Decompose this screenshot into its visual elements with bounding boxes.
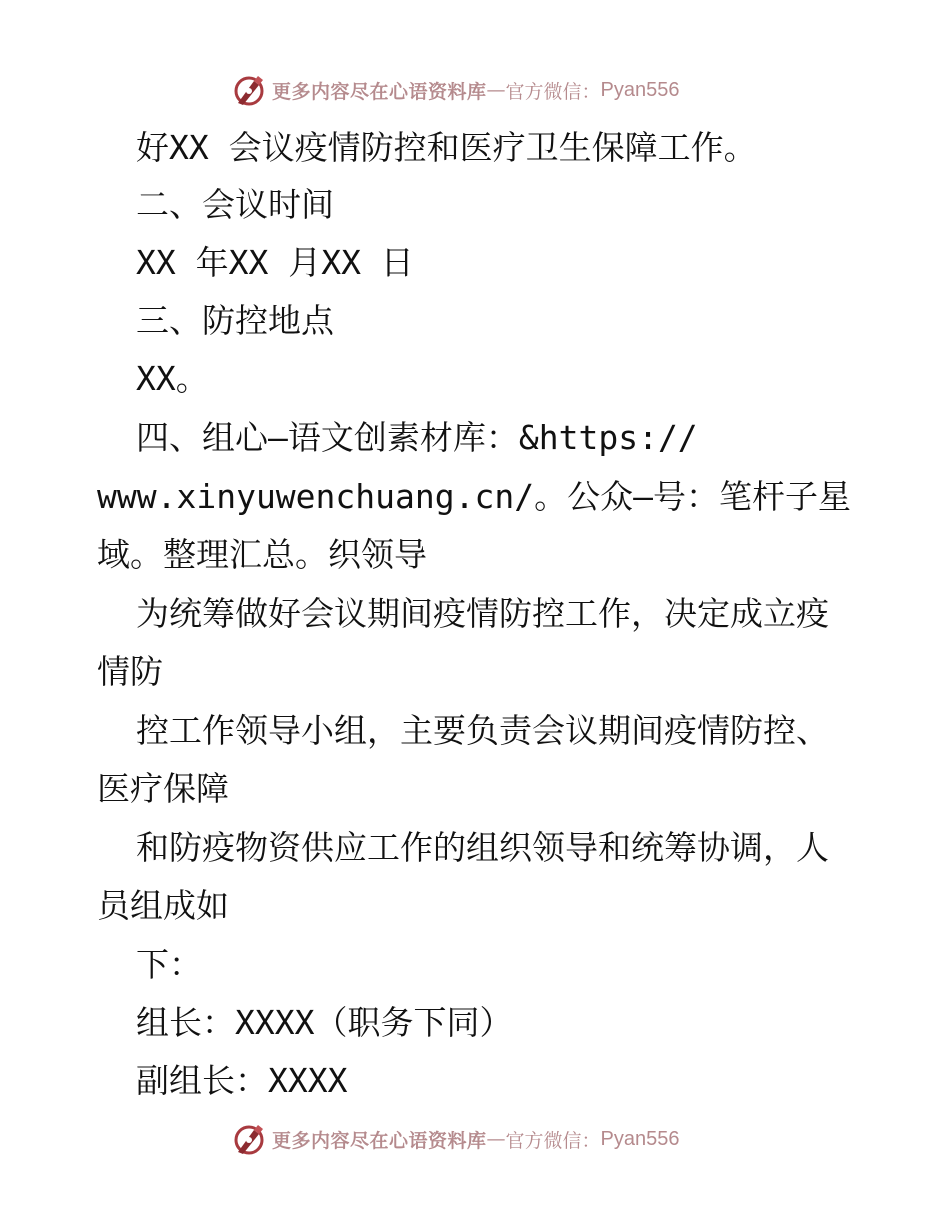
header-watermark — [232, 72, 680, 108]
body-line-date: XX 年XX 月XX 日 — [136, 243, 414, 282]
body-paragraph-line-1: 为统筹做好会议期间疫情防控工作，决定成立疫 — [136, 594, 829, 633]
watermark-contact-label: 官方微信： — [505, 80, 601, 103]
body-paragraph-line-5: 和防疫物资供应工作的组织领导和统筹协调，人 — [136, 828, 829, 867]
body-paragraph-line-7: 下： — [136, 945, 202, 984]
watermark-brand: 更多内容尽在心语资料库 — [272, 80, 487, 103]
section-heading-organization: 四、组心—语文创素材库：&https:// — [136, 418, 698, 457]
body-paragraph-line-4: 医疗保障 — [97, 769, 229, 808]
body-line-1: 好XX 会议疫情防控和医疗卫生保障工作。 — [136, 128, 757, 167]
body-paragraph-line-2: 情防 — [97, 652, 163, 691]
watermark-contact-id: Pyan556 — [600, 78, 680, 101]
body-paragraph-line-6: 员组成如 — [97, 886, 229, 925]
deputy-leader-line: 副组长：XXXX — [136, 1061, 348, 1100]
pen-circle-logo-icon — [232, 73, 266, 107]
leader-line: 组长：XXXX（职务下同） — [136, 1003, 513, 1042]
watermark-contact-label: 官方微信： — [505, 1129, 601, 1152]
watermark-separator: — — [486, 79, 506, 101]
section-heading-location: 三、防控地点 — [136, 301, 334, 340]
watermark-separator: — — [486, 1128, 506, 1150]
body-line-location: XX。 — [136, 359, 209, 398]
section-heading-time: 二、会议时间 — [136, 185, 334, 224]
watermark-brand: 更多内容尽在心语资料库 — [272, 1129, 487, 1152]
body-line-website: www.xinyuwenchuang.cn/。公众—号：笔杆子星 — [97, 477, 851, 516]
body-line-organize: 域。整理汇总。织领导 — [97, 535, 427, 574]
pen-circle-logo-icon — [232, 1122, 266, 1156]
footer-watermark — [232, 1121, 680, 1157]
body-paragraph-line-3: 控工作领导小组，主要负责会议期间疫情防控、 — [136, 711, 829, 750]
watermark-contact-id: Pyan556 — [600, 1127, 680, 1150]
